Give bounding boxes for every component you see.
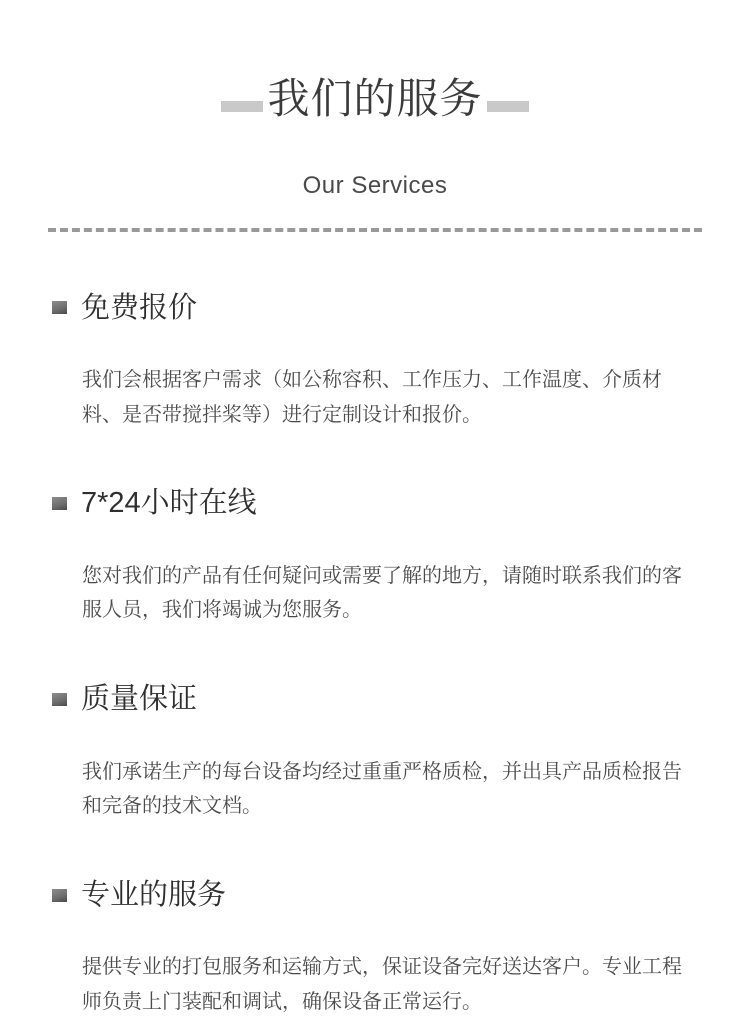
- list-item: [52, 266, 698, 432]
- square-bullet-icon: [52, 497, 67, 510]
- services-list: [0, 266, 750, 1019]
- page-header: [0, 0, 750, 200]
- section-header: [52, 462, 698, 545]
- title-row: [0, 48, 750, 150]
- section-body: 我们承诺生产的每台设备均经过重重严格质检，并出具产品质检报告和完备的技术文档。: [82, 760, 682, 818]
- list-item: [52, 462, 698, 628]
- title-decor-right-icon: [487, 101, 529, 112]
- section-body: 您对我们的产品有任何疑问或需要了解的地方，请随时联系我们的客服人员，我们将竭诚为您服务。: [82, 565, 682, 622]
- section-title: 质量保证: [81, 682, 198, 715]
- section-header: [52, 658, 698, 741]
- section-header: [52, 854, 698, 937]
- dashed-divider: [48, 228, 702, 232]
- section-body: 提供专业的打包服务和运输方式，保证设备完好送达客户。专业工程师负责上门装配和调试，确保设备正常运行。: [82, 956, 682, 1013]
- square-bullet-icon: [52, 889, 67, 902]
- section-header: [52, 266, 698, 349]
- section-body: 我们会根据客户需求（如公称容积、工作压力、工作温度、介质材料、是否带搅拌桨等）进行定制设计和报价。: [82, 369, 662, 426]
- list-item: [52, 854, 698, 1019]
- section-title: 7*24小时在线: [81, 487, 257, 520]
- square-bullet-icon: [52, 693, 67, 706]
- section-title: 免费报价: [81, 291, 198, 324]
- title-decor-left-icon: [221, 101, 263, 112]
- list-item: [52, 658, 698, 824]
- section-title: 专业的服务: [81, 878, 227, 911]
- page-subtitle: Our Services: [302, 172, 448, 200]
- page-title: 我们的服务: [267, 75, 483, 123]
- square-bullet-icon: [52, 301, 67, 314]
